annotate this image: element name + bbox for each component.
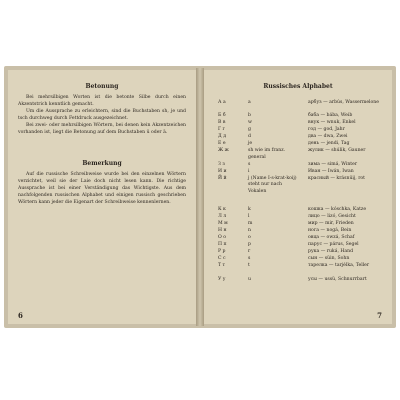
paragraph-4: Auf die russische Schreibweise wurde bei den einzelnen Wörtern verzichtet, weil sie der Laie doch nicht lesen kann. Die richtige Aussprache ist bei einer Verständigung das Wichtigste. Aus dem nachfolgenden russischen Alphabet und einigen russisch geschrieben Wörtern kann jeder die Eigenart der Schreibweise kennenlernen.	[18, 172, 186, 205]
alphabet-example: день — jendi, Tag	[308, 141, 350, 147]
alphabet-example: парус — párus, Segel	[308, 242, 359, 248]
alphabet-pronunciation: t	[248, 263, 250, 269]
heading-betonung: Betonung	[85, 83, 119, 90]
alphabet-example: нога — nogá, Bein	[308, 228, 352, 234]
alphabet-pronunciation: r	[248, 249, 251, 255]
alphabet-example: овца — owzá, Schaf	[308, 235, 355, 241]
alphabet-letters: А а	[218, 100, 226, 105]
alphabet-letters: В в	[218, 120, 226, 126]
alphabet-pronunciation: s	[248, 161, 251, 167]
alphabet-example: внук — wnuk, Enkel	[308, 120, 356, 126]
alphabet-letters: Р р	[218, 249, 226, 255]
alphabet-pronunciation: sh wie im franz. general	[248, 148, 286, 160]
alphabet-letters: У у	[218, 276, 226, 282]
paragraph-1: Bei mehrsilbigen Worten ist die betonte Silbe durch einen Akzentstrich kenntlich gemacht.	[18, 95, 186, 107]
alphabet-example: рука — ruká, Hand	[308, 249, 354, 255]
alphabet-letters: Т т	[218, 263, 226, 269]
alphabet-example: жулик — shúlik, Gauner	[308, 148, 366, 154]
left-page	[8, 70, 196, 324]
alphabet-pronunciation: w	[248, 120, 252, 126]
alphabet-letters: Н н	[218, 228, 227, 234]
heading-bemerkung: Bemerkung	[82, 160, 122, 167]
alphabet-example: кошка — kóschka, Katze	[308, 207, 367, 213]
book-spine	[196, 68, 204, 326]
page-number-left: 6	[18, 311, 23, 320]
alphabet-example: арбуз — arbús, Wassermelone	[308, 100, 379, 105]
alphabet-letters: Й й	[218, 175, 227, 181]
page-number-right: 7	[377, 311, 382, 320]
alphabet-pronunciation: n	[248, 228, 251, 234]
alphabet-example: год — god, Jahr	[308, 127, 345, 133]
alphabet-letters: К к	[218, 207, 226, 213]
alphabet-pronunciation: a	[248, 100, 251, 105]
alphabet-letters: П п	[218, 242, 227, 248]
alphabet-letters: Л л	[218, 214, 227, 220]
alphabet-example: усы — ussü, Schnurrbart	[308, 276, 367, 282]
alphabet-letters: О о	[218, 235, 226, 241]
alphabet-example: красный — krásnüij, rot	[308, 175, 366, 181]
alphabet-example: баба — bába, Weib	[308, 113, 353, 119]
alphabet-letters: З з	[218, 161, 225, 167]
alphabet-example: тарелка — tarjélka, Teller	[308, 263, 370, 269]
alphabet-letters: И и	[218, 168, 227, 174]
alphabet-example: лицо — lizó, Gesicht	[308, 214, 356, 220]
paragraph-3: Bei zwei- oder mehrsilbigen Wörtern, bei denen kein Akzentzeichen vorhanden ist, liegt die Betonung auf dem Buchstaben ü oder ä.	[18, 123, 186, 135]
right-page	[204, 70, 392, 324]
alphabet-pronunciation: i	[248, 168, 250, 174]
alphabet-pronunciation: m	[248, 221, 253, 227]
alphabet-example: Иван — Iwán, Iwan	[308, 168, 354, 174]
alphabet-example: два — dwa, Zwei	[308, 134, 348, 140]
alphabet-pronunciation: o	[248, 235, 251, 241]
alphabet-pronunciation: k	[248, 207, 251, 213]
alphabet-example: сын — süin, Sohn	[308, 256, 350, 262]
alphabet-letters: Ж ж	[218, 148, 229, 154]
alphabet-letters: Д д	[218, 134, 227, 140]
alphabet-letters: С с	[218, 256, 226, 262]
alphabet-example: мир — mir, Frieden	[308, 221, 354, 227]
alphabet-pronunciation: d	[248, 134, 251, 140]
alphabet-pronunciation: b	[248, 113, 251, 119]
alphabet-letters: Б б	[218, 113, 226, 119]
alphabet-example: зима — simá, Winter	[308, 161, 358, 167]
alphabet-pronunciation: je	[248, 141, 253, 147]
alphabet-pronunciation: u	[248, 276, 251, 282]
alphabet-pronunciation: l	[248, 214, 250, 220]
alphabet-pronunciation: s	[248, 256, 251, 262]
alphabet-pronunciation: j (Name I-s-krat-koij) steht nur nach Vokalen	[248, 175, 297, 194]
paragraph-2: Um die Aussprache zu erleichtern, sind die Buchstaben sh, je und tsch durchweg durch Fettdruck ausgezeichnet.	[18, 109, 186, 121]
alphabet-pronunciation: p	[248, 242, 251, 248]
alphabet-letters: М м	[218, 221, 228, 227]
alphabet-pronunciation: g	[248, 127, 251, 133]
alphabet-letters: Г г	[218, 127, 225, 133]
alphabet-title: Russisches Alphabet	[263, 83, 333, 90]
alphabet-letters: Е е	[218, 141, 226, 147]
